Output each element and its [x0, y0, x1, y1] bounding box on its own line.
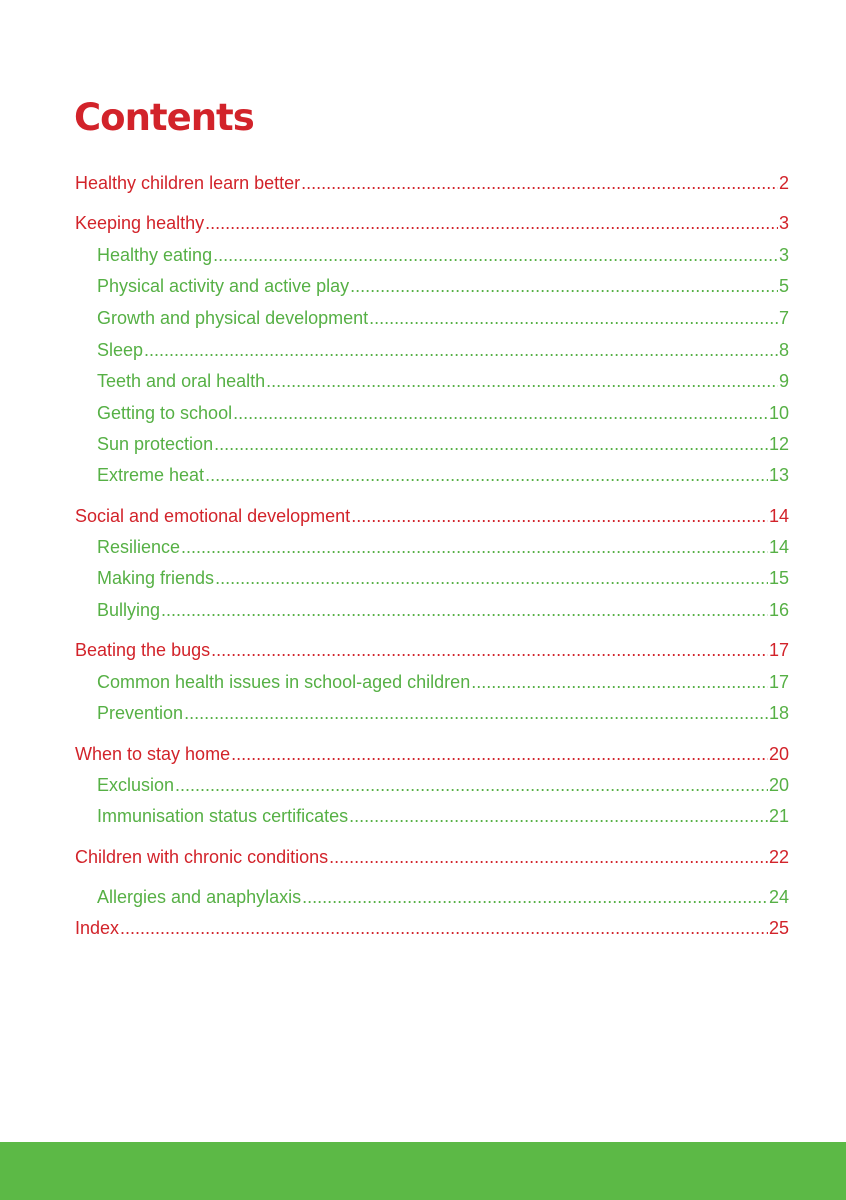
toc-entry-label: Prevention — [97, 703, 184, 723]
toc-entry-page: 9 — [778, 371, 789, 391]
dot-leader — [175, 773, 768, 797]
toc-entry-label: Extreme heat — [97, 465, 205, 485]
toc-entry-label: Social and emotional development — [75, 506, 351, 526]
toc-entry-page: 2 — [778, 173, 789, 193]
dot-leader — [181, 535, 768, 559]
toc-entry-page: 20 — [768, 744, 789, 764]
toc-entry-label: Making friends — [97, 568, 215, 588]
dot-leader — [471, 670, 768, 694]
toc-entry[interactable] — [75, 638, 789, 662]
dot-leader — [184, 701, 768, 725]
toc-entry[interactable] — [75, 211, 789, 235]
toc-entry-page: 3 — [778, 245, 789, 265]
toc-entry-page: 7 — [778, 308, 789, 328]
dot-leader — [369, 306, 778, 330]
dot-leader — [161, 598, 768, 622]
toc-subentry[interactable] — [97, 885, 789, 909]
toc-subentry[interactable] — [97, 535, 789, 559]
toc-subentry[interactable] — [97, 670, 789, 694]
toc-entry-page: 15 — [768, 568, 789, 588]
toc-entry-page: 16 — [768, 600, 789, 620]
toc-subentry[interactable] — [97, 243, 789, 267]
toc-entry-page: 8 — [778, 340, 789, 360]
dot-leader — [214, 432, 768, 456]
toc-entry-label: Index — [75, 918, 120, 938]
toc-entry-label: When to stay home — [75, 744, 231, 764]
dot-leader — [351, 504, 768, 528]
dot-leader — [301, 171, 778, 195]
toc-entry[interactable] — [75, 171, 789, 195]
toc-subentry[interactable] — [97, 306, 789, 330]
toc-entry-page: 14 — [768, 506, 789, 526]
toc-subentry[interactable] — [97, 463, 789, 487]
toc-entry-page: 5 — [778, 276, 789, 296]
toc-entry[interactable] — [75, 742, 789, 766]
toc-entry-label: Sleep — [97, 340, 144, 360]
dot-leader — [205, 463, 768, 487]
toc-entry-label: Immunisation status certificates — [97, 806, 349, 826]
toc-subentry[interactable] — [97, 338, 789, 362]
toc-entry-label: Healthy eating — [97, 245, 213, 265]
toc-subentry[interactable] — [97, 598, 789, 622]
toc-entry[interactable] — [75, 504, 789, 528]
toc-subentry[interactable] — [97, 566, 789, 590]
toc-entry-label: Growth and physical development — [97, 308, 369, 328]
dot-leader — [233, 401, 768, 425]
toc-entry-label: Bullying — [97, 600, 161, 620]
toc-entry-label: Children with chronic conditions — [75, 847, 329, 867]
toc-entry-page: 17 — [768, 672, 789, 692]
dot-leader — [205, 211, 778, 235]
dot-leader — [350, 274, 778, 298]
toc-entry-page: 18 — [768, 703, 789, 723]
toc-entry[interactable] — [75, 916, 789, 940]
toc-entry-page: 25 — [768, 918, 789, 938]
toc-subentry[interactable] — [97, 401, 789, 425]
toc-subentry[interactable] — [97, 369, 789, 393]
toc-subentry[interactable] — [97, 773, 789, 797]
toc-entry-page: 13 — [768, 465, 789, 485]
toc-subentry[interactable] — [97, 804, 789, 828]
toc-entry-label: Resilience — [97, 537, 181, 557]
toc-entry-label: Sun protection — [97, 434, 214, 454]
dot-leader — [144, 338, 778, 362]
dot-leader — [349, 804, 768, 828]
toc-entry-label: Beating the bugs — [75, 640, 211, 660]
dot-leader — [213, 243, 778, 267]
page-title: Contents — [74, 96, 254, 139]
toc-entry-page: 3 — [778, 213, 789, 233]
toc-entry-page: 22 — [768, 847, 789, 867]
toc-entry-page: 21 — [768, 806, 789, 826]
toc-entry-label: Getting to school — [97, 403, 233, 423]
toc-entry-label: Common health issues in school-aged children — [97, 672, 471, 692]
toc-entry-page: 10 — [768, 403, 789, 423]
dot-leader — [215, 566, 768, 590]
toc-entry-page: 24 — [768, 887, 789, 907]
toc-entry-label: Physical activity and active play — [97, 276, 350, 296]
footer-bar — [0, 1142, 846, 1200]
toc-entry-page: 20 — [768, 775, 789, 795]
toc-entry-label: Exclusion — [97, 775, 175, 795]
toc-entry-label: Keeping healthy — [75, 213, 205, 233]
toc-entry[interactable] — [75, 845, 789, 869]
toc-entry-page: 12 — [768, 434, 789, 454]
dot-leader — [302, 885, 768, 909]
toc-entry-label: Allergies and anaphylaxis — [97, 887, 302, 907]
toc-entry-label: Healthy children learn better — [75, 173, 301, 193]
toc-subentry[interactable] — [97, 432, 789, 456]
toc-subentry[interactable] — [97, 274, 789, 298]
dot-leader — [120, 916, 768, 940]
toc-entry-page: 14 — [768, 537, 789, 557]
toc-subentry[interactable] — [97, 701, 789, 725]
toc-entry-page: 17 — [768, 640, 789, 660]
dot-leader — [211, 638, 768, 662]
dot-leader — [266, 369, 778, 393]
dot-leader — [231, 742, 768, 766]
dot-leader — [329, 845, 768, 869]
toc-entry-label: Teeth and oral health — [97, 371, 266, 391]
